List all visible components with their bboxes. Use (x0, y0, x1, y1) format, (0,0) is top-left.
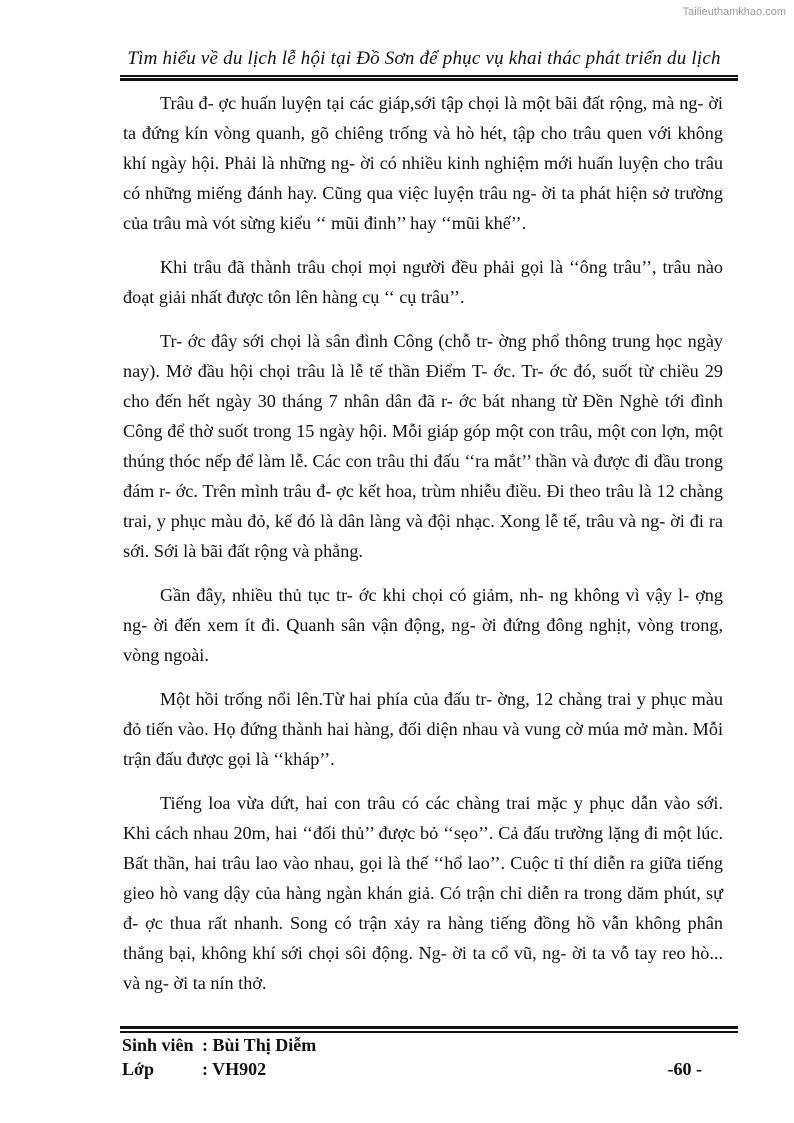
class-label: Lớp (122, 1059, 154, 1079)
footer-class-row (122, 1057, 702, 1081)
header-rule-thick (120, 78, 738, 81)
paragraph-fight: Tiếng loa vừa dứt, hai con trâu có các chàng trai mặc y phục dẫn vào sới. Khi cách nhau 20m, hai ‘‘đối thủ’’ được bỏ ‘‘sẹo’’. Cả đấu trường lặng đi một lúc. Bất thần, hai trâu lao vào nhau, gọi là thế ‘‘hổ lao’’. Cuộc tỉ thí diễn ra giữa tiếng gieo hò vang dậy của hàng ngàn khán giả. Có trận chỉ diễn ra trong dăm phút, sự đ- ợc thua rất nhanh. Song có trận xảy ra hàng tiếng đồng hồ vẫn không phân thắng bại, không khí sới chọi sôi động. Ng- ời ta cổ vũ, ng- ời ta vỗ tay reo hò... và ng- ời ta nín thở. (123, 793, 723, 993)
paragraph-festival-opening: Tr- ớc đây sới chọi là sân đình Công (chỗ tr- ờng phổ thông trung học ngày nay). Mở đầu hội chọi trâu là lễ tế thần Điểm T- ớc. Tr- ớc đó, suốt từ chiều 29 cho đến hết ngày 30 tháng 7 nhân dân đã r- ớc bát nhang từ Đền Nghè tới đình Công để thờ suốt trong 15 ngày hội. Mỗi giáp góp một con trâu, một con lợn, một thúng thóc nếp để làm lễ. Các con trâu thi đấu ‘‘ra mắt’’ thần và được đi đầu trong đám r- ớc. Trên mình trâu đ- ợc kết hoa, trùm nhiễu điều. Đi theo trâu là 12 chàng trai, y phục màu đỏ, kế đó là dân làng và đội nhạc. Xong lễ tế, trâu và ng- ời đi ra sới. Sới là bãi đất rộng và phẳng. (123, 331, 723, 561)
class-value: : VH902 (202, 1059, 267, 1079)
paragraph-drum-opening: Một hồi trống nổi lên.Từ hai phía của đấu tr- ờng, 12 chàng trai y phục màu đỏ tiến vào. Họ đứng thành hai hàng, đối diện nhau và vung cờ múa mở màn. Mỗi trận đấu được gọi là ‘‘kháp’’. (123, 689, 723, 769)
student-label: Sinh viên (122, 1035, 194, 1055)
page-number: -60 - (667, 1059, 702, 1079)
paragraph-recent-changes: Gần đây, nhiều thủ tục tr- ớc khi chọi có giảm, nh- ng không vì vậy l- ợng ng- ời đến xem ít đi. Quanh sân vận động, ng- ời đứng đông nghịt, vòng trong, vòng ngoài. (123, 585, 723, 665)
page-header-title: Tìm hiểu về du lịch lễ hội tại Đồ Sơn để phục vụ khai thác phát triển du lịch (127, 48, 721, 69)
document-body (123, 88, 723, 1012)
header-rule-thin (120, 75, 738, 77)
paragraph-buffalo-training: Trâu đ- ợc huấn luyện tại các giáp,sới tập chọi là một bãi đất rộng, mà ng- ời ta đứng kín vòng quanh, gõ chiêng trống và hò hét, tập cho trâu quen với không khí ngày hội. Phải là những ng- ời có nhiều kinh nghiệm mới huấn luyện cho trâu có những miếng đánh hay. Cũng qua việc luyện trâu ng- ời ta phát hiện sở trường của trâu mà vót sừng kiểu ‘‘ mũi đinh’’ hay ‘‘mũi khế’’. (123, 93, 723, 233)
footer-student-row (122, 1033, 702, 1057)
footer-rule-thick (120, 1026, 738, 1029)
paragraph-buffalo-title: Khi trâu đã thành trâu chọi mọi người đều phải gọi là ‘‘ông trâu’’, trâu nào đoạt giải nhất được tôn lên hàng cụ ‘‘ cụ trâu’’. (123, 257, 723, 307)
watermark: Tailieuthamkhao.com (682, 6, 786, 18)
page-footer (122, 1033, 702, 1081)
student-name: : Bùi Thị Diễm (202, 1035, 317, 1055)
